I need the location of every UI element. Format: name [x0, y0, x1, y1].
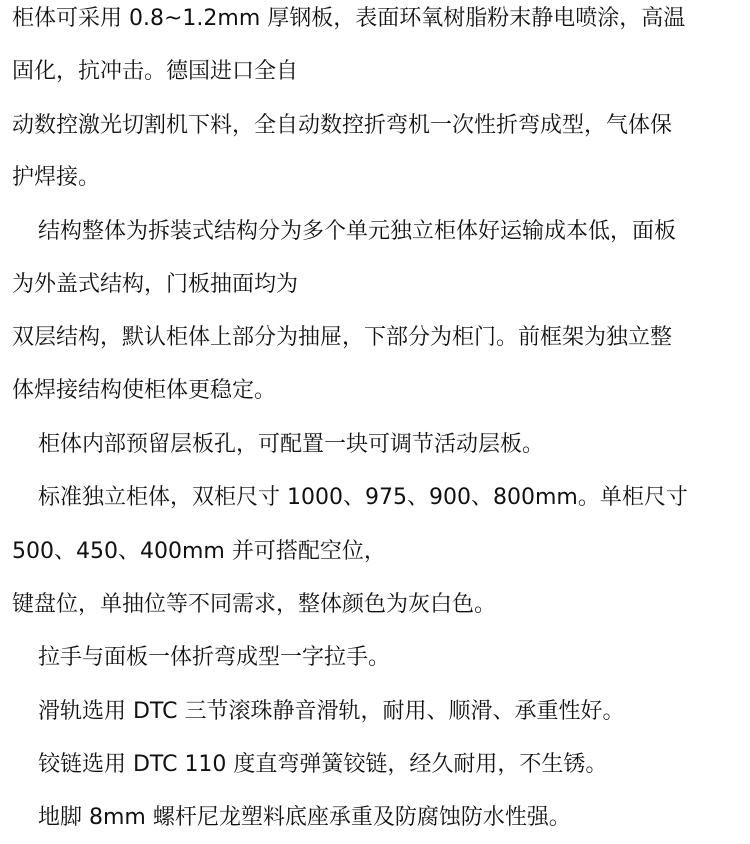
text-line-5: 结构整体为拆装式结构分为多个单元独立柜体好运输成本低，面板 — [38, 219, 677, 244]
text-line-16: 地脚 8mm 螺杆尼龙塑料底座承重及防腐蚀防水性强。 — [38, 805, 571, 830]
text-line-1: 柜体可采用 0.8~1.2mm 厚钢板，表面环氧树脂粉末静电喷涂，高温 — [12, 6, 686, 31]
text-line-14: 滑轨选用 DTC 三节滚珠静音滑轨，耐用、顺滑、承重性好。 — [38, 699, 625, 724]
text-line-4: 护焊接。 — [12, 165, 101, 190]
text-line-6: 为外盖式结构，门板抽面均为 — [12, 272, 299, 297]
text-line-13: 拉手与面板一体折弯成型一字拉手。 — [38, 645, 391, 670]
text-line-3: 动数控激光切割机下料，全自动数控折弯机一次性折弯成型，气体保 — [12, 113, 673, 138]
text-line-10: 标准独立柜体，双柜尺寸 1000、975、900、800mm。单柜尺寸 — [38, 485, 688, 510]
text-line-12: 键盘位，单抽位等不同需求，整体颜色为灰白色。 — [12, 592, 497, 617]
text-line-11: 500、450、400mm 并可搭配空位， — [12, 539, 386, 564]
text-line-2: 固化，抗冲击。德国进口全自 — [12, 59, 299, 84]
text-line-8: 体焊接结构使柜体更稳定。 — [12, 378, 277, 403]
text-line-9: 柜体内部预留层板孔，可配置一块可调节活动层板。 — [38, 432, 545, 457]
text-line-15: 铰链选用 DTC 110 度直弯弹簧铰链，经久耐用，不生锈。 — [38, 752, 608, 777]
text-line-7: 双层结构，默认柜体上部分为抽屉，下部分为柜门。前框架为独立整 — [12, 325, 673, 350]
